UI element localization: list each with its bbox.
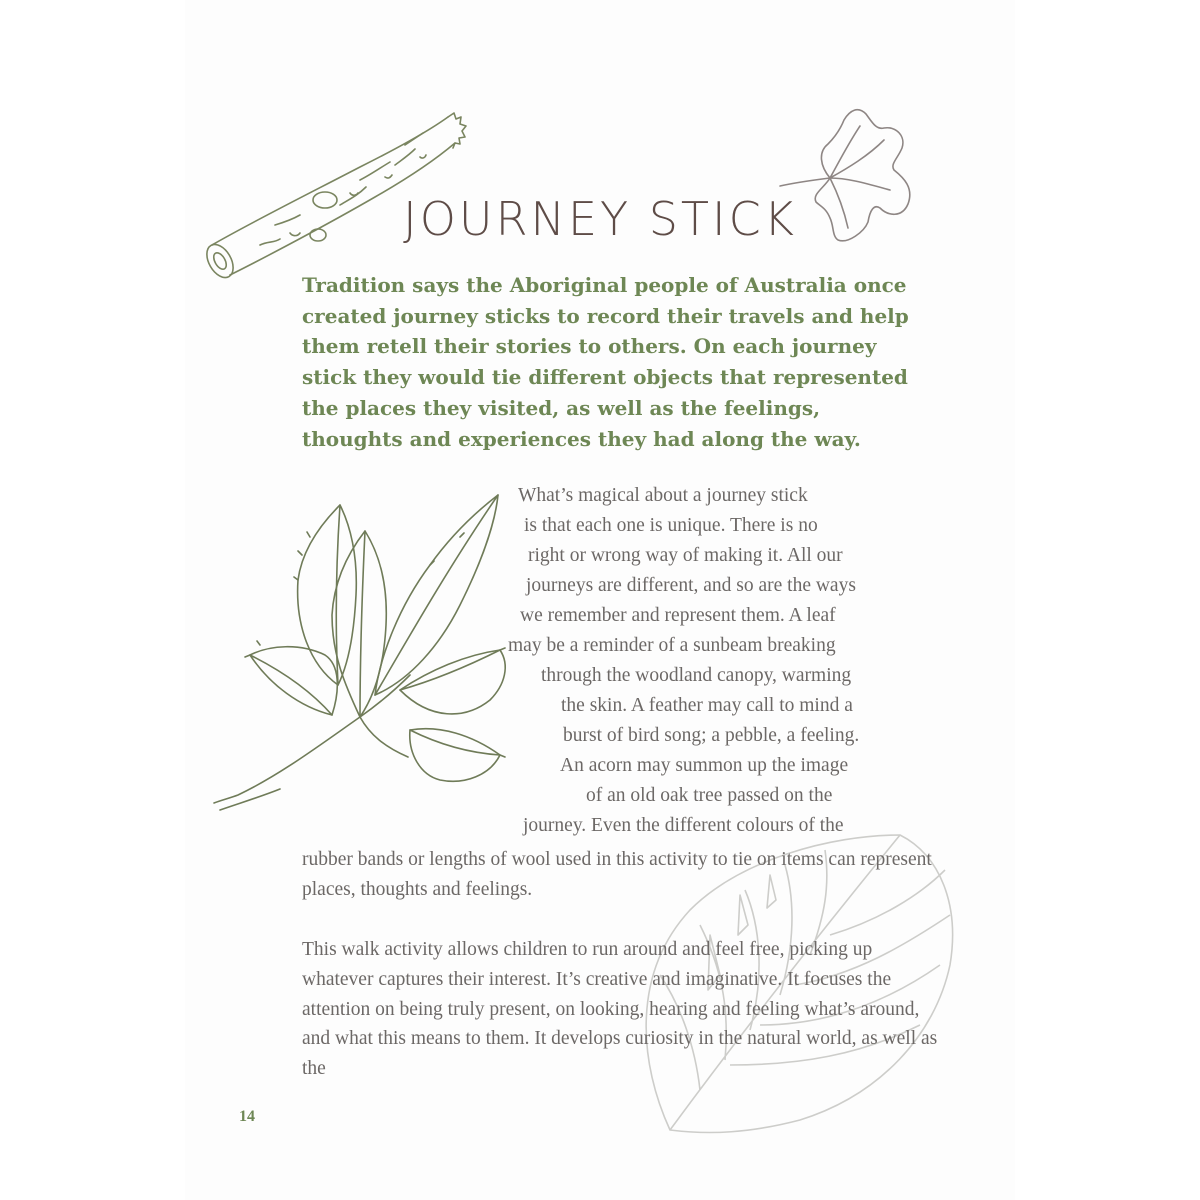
paragraph-2: This walk activity allows children to run around and feel free, picking up whatever captures their interest. It’s creative and imaginative. It focuses the attention on being truly present, on looking, hearing and feeling what’s around, and what this means to them. It develops curiosity in the natural world, as well as the [302,939,938,1080]
wrap-line-9: burst of bird song; a pebble, a feeling. [563,725,860,746]
wrap-line-3: right or wrong way of making it. All our [528,545,843,566]
wrap-line-8: the skin. A feather may call to mind a [561,695,853,716]
paragraph-1-continuation: rubber bands or lengths of wool used in this activity to tie on items can represent places, thoughts and feelings. [302,849,932,900]
wrap-line-4: journeys are different, and so are the ways [526,575,856,596]
wrap-line-1: What’s magical about a journey stick [518,485,808,506]
wrap-line-6: may be a reminder of a sunbeam breaking [508,635,836,656]
wrap-line-12: journey. Even the different colours of the [523,815,844,836]
leaf-branch-illustration [210,485,540,830]
wrap-line-10: An acorn may summon up the image [560,755,849,776]
page-title: JOURNEY STICK [403,192,797,246]
page-number: 14 [239,1108,255,1125]
wrap-line-11: of an old oak tree passed on the [586,785,833,806]
wrap-line-2: is that each one is unique. There is no [524,515,818,536]
wrap-line-7: through the woodland canopy, warming [541,665,852,686]
wrap-line-5: we remember and represent them. A leaf [520,605,836,626]
intro-paragraph: Tradition says the Aboriginal people of Australia once created journey sticks to record their travels and help them retell their stories to others. On each journey stick they would tie different objects that represented the places they visited, as well as the feelings, thoughts and experiences they had along the way. [302,273,909,451]
